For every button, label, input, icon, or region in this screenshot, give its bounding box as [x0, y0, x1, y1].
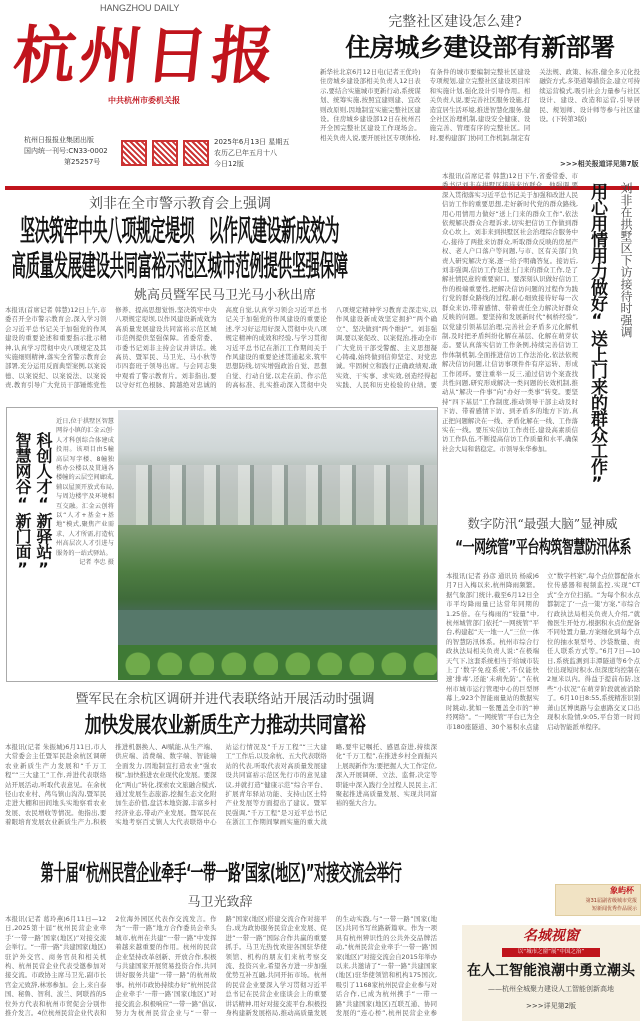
side-story-body: 本报讯(首席记者 韩慧)12日下午,省委常委、市委书记刘非在拱墅区接待来访群众。他强调,要深入贯彻落实习近平总书记关于加强和改进人民信访工作的重要思想,走好新时代党的群众路线,用心用情用力做好“送上门来的群众工作”,依法依规解决群众合理诉求,切实把信访工作做到群众心坎上。刘非来到拱墅区社会治理综合服务中心,接待了两批来访群众,听取群众反映的房屋产权、老人户口落户等问题,与市、区有关部门负责人研究解决方案,逐一给予明确答复。接访后,刘非强调,信访工作是送上门来的群众工作,是了解社情民意的重要窗口。要深刻认识做好信访工作的极端重要性,把解决信访问题的过程作为践行党的群众路线的过程,耐心细致接待好每一次群众来访,带着感情、带着责任全力解决好群众反映的问题。要坚持和发展新时代“枫桥经验”,以党建引领基层治理,完善社会矛盾多元化解机制,及时把矛盾纠纷化解在基层、化解在萌芽状态。要认真落实信访工作条例,持续完善信访工作体制机制,全面推进信访工作法治化,依法依规解决信访问题,让信访事项件件有序运转、形成工作闭环。要注重举一反三,通过信访个案查找共性问题,研究形成解决一类问题的长效机制,推动从“解决一件事”向“办好一类事”转变。要坚持“四下基层”工作制度,推动领导干部主动及时下访、带着感情下访、到矛盾多的地方下访,真正把问题解决在一线、矛盾化解在一线、工作落实在一线。要压实信访工作责任,建设高素质信访工作队伍,不断提高信访工作质量和水平,确保社会大局和谐稳定。市领导朱华参加。	[442, 172, 578, 453]
flood-story-headline[interactable]: “一网统管”平台构筑智慧防汛体系	[455, 537, 631, 558]
qr-code-icon[interactable]	[183, 140, 209, 166]
promo-tag: 以“城市之窗”展“中国之治”	[502, 948, 600, 957]
photo-caption-text: 近日,位于拱墅区智慧网谷小镇的汇金云创·人才科创综合体建成投用。该项目由5幢高层写字楼、8幢独栋办公楼以及贯通各楼幢的云层空间廊成,辅以屋顶开放式布局,与周边楼宇及环境相互交融。汇金云创将以“人才+基金+基地”模式,聚焦产业需求、人才所需,打造杭州高层次人才引进与服务的一站式驿站。	[56, 418, 114, 557]
ad-title: 象屿杯	[610, 886, 634, 895]
lead-story-body: 本报讯(首席记者 韩慧)12日上午,市委召开全市警示教育会,深入学习领会习近平总书记关于加强党的作风建设的重要论述和重要指示批示精神,认真学习贯彻中央八项规定及其实施细则精神,落实全省警示教育会部署,充分运用反面典型案例,以案说德、以案说纪、以案说法、以案说责,教育引导广大党员干部锤炼党性修养、提高思想觉悟,坚决筑牢中央八项规定堤坝,以作风建设新成效为高质量发展建设共同富裕示范区城市范例提供坚强保障。省委常委、市委书记刘非主持会议并讲话。姚高员、暨军民、马卫光、马小秋等市四套班子领导出席。与会同志集中观看了警示教育片。刘非指出,要以守好红色根脉、跨越绝对忠诚的高度自觉,认真学习领会习近平总书记关于加强党的作风建设的重要论述,学习好运用好深入贯彻中央八项规定精神的成效和经验,与学习贯彻习近平总书记在浙江工作期间关于作风建设的重要论述贯通起来,筑牢思想防线,切实增强政治自觉、思想自觉、行动自觉,以走在前、作示范的高标准、扎实推动深入贯彻中央八项规定精神学习教育走深走实,以作风建设新成效坚定拥护“两个确立”、坚决做到“两个维护”。刘非强调,要以案促改、以案促治,推动全市广大党员干部受警醒、主义思想凝心铸魂,始终做到信仰坚定、对党忠诚。牢固树立和践行正确政绩观,敢实效、干实事、求实效,创造经得起实践、人民和历史检验的业绩。要	[5, 306, 437, 390]
qr-code-icon[interactable]	[152, 140, 178, 166]
top-story-headline[interactable]: 住房城乡建设部有新部署	[345, 33, 615, 62]
belt-story-headline[interactable]: 第十届“杭州民营企业牵手‘一带一路’国家(地区)”对接交流会举行	[40, 862, 402, 888]
issn: 国内统一刊号:CN33-0002	[24, 147, 108, 155]
date-info	[214, 137, 289, 170]
flood-story-kicker: 数字防汛“最强大脑”显神威	[467, 516, 618, 531]
aerial-photo	[118, 410, 437, 680]
photo-credit: 记者 李忠 摄	[79, 559, 114, 567]
lead-story-subhead: 姚高员暨军民马卫光马小秋出席	[133, 288, 316, 303]
top-story-kicker: 完整社区建设怎么建?	[388, 14, 522, 30]
lunar-date: 农历乙巳年五月十八	[214, 149, 277, 157]
promo-box[interactable]	[462, 925, 640, 1021]
masthead-logo: 杭州日报	[10, 19, 282, 92]
page-count: 今日12版	[214, 160, 244, 168]
publisher-info	[24, 135, 108, 168]
lead-story-kicker: 刘非在全市警示教育会上强调	[89, 196, 271, 212]
agri-story-headline[interactable]: 加快发展农业新质生产力推动共同富裕	[84, 713, 366, 739]
promo-more-link[interactable]: >>>详见第2版	[525, 1002, 577, 1010]
date: 2025年6月13日 星期五	[214, 138, 290, 146]
promo-column-title: 名城视窗	[523, 928, 579, 944]
publisher: 杭州日报报业集团出版	[24, 136, 94, 144]
belt-story-subhead: 马卫光致辞	[187, 895, 253, 910]
masthead-english: HANGZHOU DAILY	[100, 3, 180, 13]
flood-story-body: 本报讯(记者 孙彦 通讯员 杨威)6月7日入梅以来,杭州降雨频繁。据气象部门统计,截至6月12日全市平均降雨量已达常年同期的1.25倍。在与梅雨的“较量”中,杭州城管部门依托“一网统管”平台,构建起“天一地一人”三位一体的智慧防汛体系。杭州市综合行政执法局相关负责人说:“在极端天气下,这套系统相当于给城市装上了‘数字免疫系统’,不仅能快速‘排毒’,还能‘未病先防’。”在杭州市城市运行管理中心的巨型屏幕上,923个智能雨量站的数据实时跳动,犹如一张覆盖全市的“神经网络”。“一网统管”平台已为全市180座隧道、30个易积水点建立“数字档案”,每个点位都配备水位传感器和视频监控,实现“CT式”全方位扫描。“为每个积水点都制定了‘一点一策’方案,”市综合行政执法局相关负责人介绍,“就像医生开处方,根据积水点位配备不同处置力量,方案细化到每个点位的抽水泵型号、沙袋数量、责任人联系方式等。”6月7日—10日,系统监测到丰潭隧道等6个点位出现短时积水,但深度均控制在2厘米以内。得益于提前布防,这些“小状况”在萌芽阶段就被消除了。6月10日8:55,系统精准识别萧山区博奥路与金惠路交叉口出现积水险情,9:05,平台第一时间启动智能派单程序。	[446, 572, 640, 731]
photo-caption	[56, 417, 114, 675]
promo-subhead: ——杭州全城聚力建设人工智能创新高地	[488, 985, 614, 993]
lead-story-headline-2[interactable]: 高质量发展建设共同富裕示范区城市范例提供坚强保障	[11, 252, 348, 284]
ad-banner[interactable]	[555, 884, 641, 916]
promo-headline: 在人工智能浪潮中勇立潮头	[467, 963, 635, 979]
ad-line1: 第31届副省级城市党报	[585, 898, 637, 904]
issue-number: 第25257号	[64, 158, 101, 166]
side-story-headline[interactable]: 用心用情用力做好“送上门来的群众工作”	[587, 182, 607, 493]
photo-story-headline-1[interactable]: 科创人才“新驿站”	[34, 432, 53, 578]
ad-line2: 短新闻优秀作品展示	[591, 906, 637, 912]
agri-story-body: 本报讯(记者 朱振城)6月11日,市人大常委会主任暨军民赴余杭区调研农业新质生产力发展和“千万工程”“三大建工”工作,并进代表联络站开展活动,听取代表意见。在余杭径山农业村、鸬鸟镇山沟沟,暨军民走进大棚和田间地头实地察看农业发展、农民增收等情况。他指出,要着眼培育发展农业新质生产力,积极推进机器换人、AI赋能,从生产端、供应端、消费端、数字端、智能端全面发力,因地制宜打造农业“强农模”,加快推进农业现代化发展。要深化“两山”转化,探索农文旅融合模式,通过发展生态旅游,挖掘生态文化附加生态价值,盘活本地资源,丰富乡村经济业态,带动产业发展。暨军民在实地考察百丈镇人大代表联络中心站运行情况及“千万工程”“三大建工”工作后,以及余杭、五大代表联络站的代表,听取代表对高质量发展建设共同富裕示范区先行市的意见建议,并就打造“健康示范”综合平台、扩展青年驿站功能、支持山区土特产业发展等方面提出了建议。暨军民强调,“千万工程”是习近平总书记在浙江工作期间擘画实施的重大战略,要牢记嘱托、感恩奋进,持续深化“千万工程”,在推进乡村全面振兴上展现新作为;要把握人大工作定位,深入开展调研、立法、监督,决定等职能中深入践行全过程人民民主,汇聚起推进高质量发展、实现共同富裕的强大合力。	[5, 743, 437, 827]
photo-story-headline-2[interactable]: 智慧网谷“新门面”	[13, 432, 32, 578]
lead-story-headline-1[interactable]: 坚决筑牢中央八项规定堤坝 以作风建设新成效为	[19, 213, 339, 249]
masthead-organ: 中共杭州市委机关报	[108, 96, 180, 105]
qr-code-icon[interactable]	[121, 140, 147, 166]
side-story-kicker: 刘非在拱墅区下访接待时强调	[619, 181, 633, 338]
top-story-body: 新华社北京6月12日电(记者王优玲)住房城乡建设部相关负责人12日表示,要结合实施城市更新行动,系统谋划、统筹实施,按照宜建则建、宜改则改原则,因地制宜实施完整社区建设。住房城乡建设部12日在杭州召开全国完整社区建设工作现场会。相关负责人说,要开展社区专项体检,有条件的城市要编制完整社区建设专项规划,建立完整社区建设项目库和实施计划,强化设计引导作用。相关负责人说,要完善社区服务设施,打造宜居生活环境,推进智慧化服务,健全社区治理机制,建设安全健康、设施完善、管理有序的完整社区。同时,要构建部门协同工作机制,制定有关法规、政策、标准,健全多元化投融资方式,多渠道筹措资金,建立可持续运营模式,吸引社会力量参与社区设计、建设、改造和运营,引导居民、规划师、设计师等参与社区建设。(下转第3版)	[320, 68, 640, 142]
top-story-more-link[interactable]: >>>相关报道详见第7版	[560, 160, 639, 168]
belt-story-body: 本报讯(记者 葛玲燕)6月11日—12日,2025第十届“杭州民营企业牵手‘一带一路’国家(地区)”对接交流会举行。“一带一路”共建国家(地区)驻沪外交官、商务官员和相关机构、杭州民营企业代表受邀参加对接交流。市政协主席马卫光,副市长官金元致辞,林寒参加。会上,来自泰国、秘鲁、智利、波兰、阿联酋的5位外方代表和杭州市贸促会分别作推介发言。4位杭州民营企业代表和2位海外园区代表作交流发言。作为“一带一路”地方合作委员会牵头城市,杭州在共建“一带一路”中发挥着越来越重要的作用。杭州的民营企业坚持改革创新、开放合作,积极与共建国家开展贸易投资合作,共同讲好服务共建“一带一路”的杭州故事。杭州市政协持续办好“杭州民营企业牵手‘一带一路’国家(地区)”对接交流会,积极响应“一带一路”倡议,努力为杭州民营企业与“一带一路”国家(地区)搭建交流合作对接平台,成为政协服务民营企业发展、促进“一带一路”国际合作共赢的重要抓手。马卫光热忱欢迎各国驻华使领馆、机构的朋友们来杭考察交流、投资兴业,希望各方进一步加强优势互补互融,共同开拓市场。杭州的民营企业要深入学习贯彻习近平总书记在民营企业座谈会上的重要讲话精神,用好对接交流平台,积极投身构建新发展格局,推动高质量发展的生动实践,与“一带一路”国家(地区)共同书写丝路新篇章。作为一项具有杭州辨识性的公共外交品牌活动,“杭州民营企业牵手‘一带一路’国家(地区)”对接交流会自2015年举办以来,共邀请了“一带一路”共建国家(地区)驻华使领馆和机构175国次,吸引了1168家杭州民营企业参与对话合作,已成为杭州携手“一带一路”共建国家(地区)互联互通、协同发展的“连心桥”,杭州民营企业参	[5, 915, 437, 1018]
agri-story-kicker: 暨军民在余杭区调研并进代表联络站开展活动时强调	[75, 692, 375, 707]
